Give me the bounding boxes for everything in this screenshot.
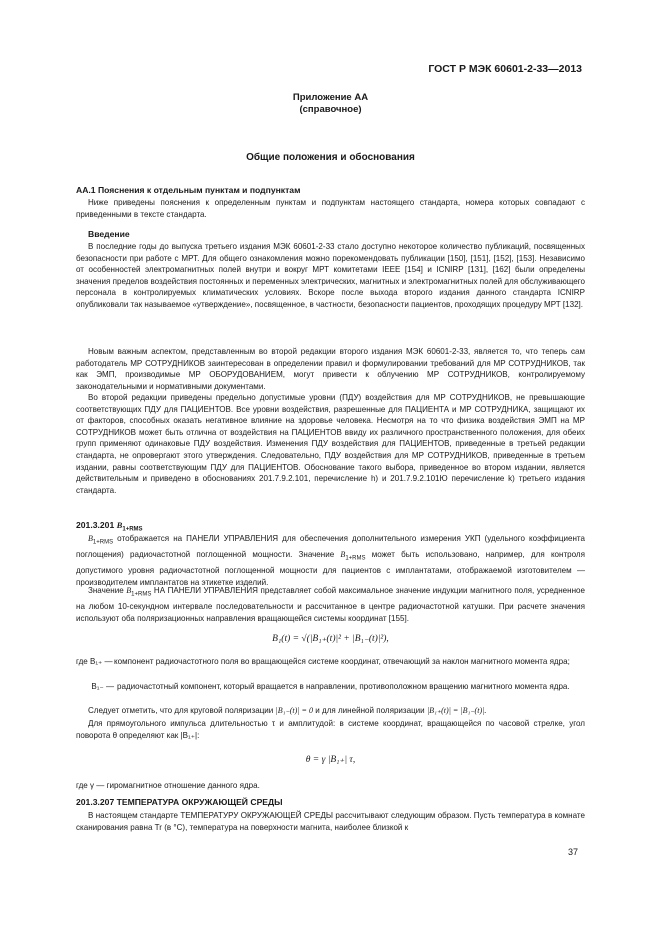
polarization-note (76, 705, 585, 717)
b1rms-symbol: B (88, 534, 93, 543)
aa1-intro: Ниже приведены пояснения к определенным пунктам и подпунктам настоящего стандарта, номера которых совпадают с приведенными в тексте стандарта. (76, 198, 585, 219)
intro-paragraph-3: Во второй редакции приведены предельно допустимые уровни (ПДУ) воздействия для МР СОТРУДНИКОВ, не превышающие соответствующих ПДУ для ПАЦИЕНТОВ. Все уровни воздействия, разрешенные для ПАЦИЕНТА и МР СОТРУДНИКА, защищают их от факторов, способных оказать негативное влияние на здоровье человека. Несмотря на то что физика воздействия ЭМП на МР СОТРУДНИКОВ может быть отлична от воздействия на ПАЦИЕНТОВ ввиду их различного пространственного положения, для обеих групп применяют одинаковые ПДУ воздействия. Изменения ПДУ воздействия для ПАЦИЕНТОВ, приведенные в третьей редакции стандарта, не опровергают этого утверждения. Следовательно, ПДУ воздействия для МР СОТРУДНИКОВ, приведенные в третьем издании, равны соответствующим ПДУ для ПАЦИЕНТОВ. Обоснование такого выбора, приведенное во втором издании, является действительным и приведено в обоснованиях 201.7.9.2.101, перечисление h) и 201.7.9.2.101Ю перечисление k) третьего издания стандарта. (76, 393, 585, 495)
note-part-a: Следует отметить, что для круговой поляризации (88, 706, 274, 715)
s201-3-207-heading: 201.3.207 ТЕМПЕРАТУРА ОКРУЖАЮЩЕЙ СРЕДЫ (76, 797, 283, 807)
gamma-definition: где γ — гиромагнитное отношение данного ядра. (76, 781, 260, 790)
intro-heading: Введение (88, 229, 130, 239)
paragraph-1-part-a: отображается на ПАНЕЛИ УПРАВЛЕНИЯ для обеспечения дополнительного измерения УКП (удельного коэффициента поглощения) радиочастотной поглощенной мощности. Значение (76, 534, 585, 560)
b1rms-subscript: 1+RMS (92, 539, 114, 546)
note-formula-linear: |B₁₊(t)| = |B₁₋(t)|. (426, 706, 487, 715)
b1rms-subscript-3: 1+RMS (131, 591, 152, 598)
s201-3-201-paragraph-2 (76, 585, 585, 624)
s201-3-201-paragraph-3: Для прямоугольного импульса длительностью τ и амплитудой: в системе координат, вращающейся по часовой стрелке, угол поворота θ определяют как |B₁₊|: (76, 719, 585, 740)
aa1-heading: АА.1 Пояснения к отдельным пунктам и подпунктам (76, 185, 301, 195)
note-formula-circular: |B₁₋(t)| = 0 (275, 706, 314, 715)
where-b1plus (76, 656, 585, 668)
annex-subtitle: (справочное) (299, 104, 362, 115)
b1rms-symbol-3: B (126, 586, 132, 595)
heading-number: 201.3.201 (76, 520, 115, 530)
intro-paragraph-2: Новым важным аспектом, представленным во второй редакции второго издания МЭК 60601-2-33, является то, что теперь сам работодатель МР СОТРУДНИКОВ заинтересован в определении правил и формулировании требований для МР СОТРУДНИКОВ, так как ЭМП, производимые МР ОБОРУДОВАНИЕМ, могут привести к облучению МР СОТРУДНИКОВ, контролируемому законодательными и нормативными документами. (76, 347, 585, 391)
standard-header: ГОСТ Р МЭК 60601-2-33—2013 (428, 63, 582, 75)
formula-b1: B₁(t) = √(|B₁₊(t)|² + |B₁₋(t)|²), (272, 634, 389, 644)
note-part-b: и для линейной поляризации (315, 706, 425, 715)
b1rms-subscript-2: 1+RMS (345, 555, 366, 562)
heading-symbol: B (116, 520, 123, 530)
s201-3-207-text: В настоящем стандарте ТЕМПЕРАТУРУ ОКРУЖАЮЩЕЙ СРЕДЫ рассчитывают следующим образом. Пусть температура в комнате сканирования равна Tr (в °С), температура на поверхности магнита, наиболее близкой к (76, 811, 585, 832)
paragraph-2-part-b: НА ПАНЕЛИ УПРАВЛЕНИЯ представляет собой максимальное значение индукции магнитного поля, усредненное на любом 10-секундном интервале последовательности и рассчитанное в центре радиочастотной катушки. При расчете значения используют оба поляризационных направления вращающейся системы координат [155]. (76, 586, 585, 623)
where-b1plus-text: компонент радиочастотного поля во вращающейся системе координат, отвечающий за наклон магнитного момента ядра; (114, 657, 570, 666)
intro-paragraph-1: В последние годы до выпуска третьего издания МЭК 60601-2-33 стало доступно некоторое количество публикаций, посвященных безопасности при работе с МРТ. Для общего ознакомления можно порекомендовать публикации [150], [151], [152], [153]. Независимо от особенностей электромагнитных полей внутри и вокруг МРТ комитетами IEEE [154] и ICNIRP [131], [162] были определены значения пределов воздействия постоянных и переменных электрических, магнитных и электромагнитных полей для обслуживающего персонала в контролируемых климатических условиях. Вскоре после выхода второго издания данного стандарта ICNIRP опубликовали так называемое «утверждение», посвященное, в частности, безопасности пациентов, проходящих процедуру МРТ [132]. (76, 242, 585, 309)
formula-theta: θ = γ |B₁₊| τ, (305, 755, 356, 765)
s201-3-201-paragraph-1 (76, 533, 585, 589)
where-b1minus-text: радиочастотный компонент, который вращается в направлении, противоположном вращению магнитного момента ядра. (117, 682, 570, 691)
heading-subscript: 1+RMS (122, 526, 143, 533)
b1rms-symbol-2: B (340, 550, 346, 560)
where-b1minus (76, 681, 585, 693)
section-title: Общие положения и обоснования (246, 152, 415, 163)
page-number: 37 (568, 847, 579, 857)
paragraph-2-part-a: Значение (88, 586, 127, 595)
annex-title: Приложение АА (292, 92, 369, 103)
paragraph-1-part-b: может быть использовано, например, для контроля допустимого уровня радиочастотной поглощенной мощности для пациентов с имплантатами, отображаемой изготовителем — производителем имплантатов на этикетке изделий. (76, 550, 585, 587)
s201-3-201-heading (76, 520, 143, 533)
where-b1plus-label: где B₁₊ — (76, 657, 113, 666)
where-b1minus-label: B₁₋ — (91, 682, 114, 691)
